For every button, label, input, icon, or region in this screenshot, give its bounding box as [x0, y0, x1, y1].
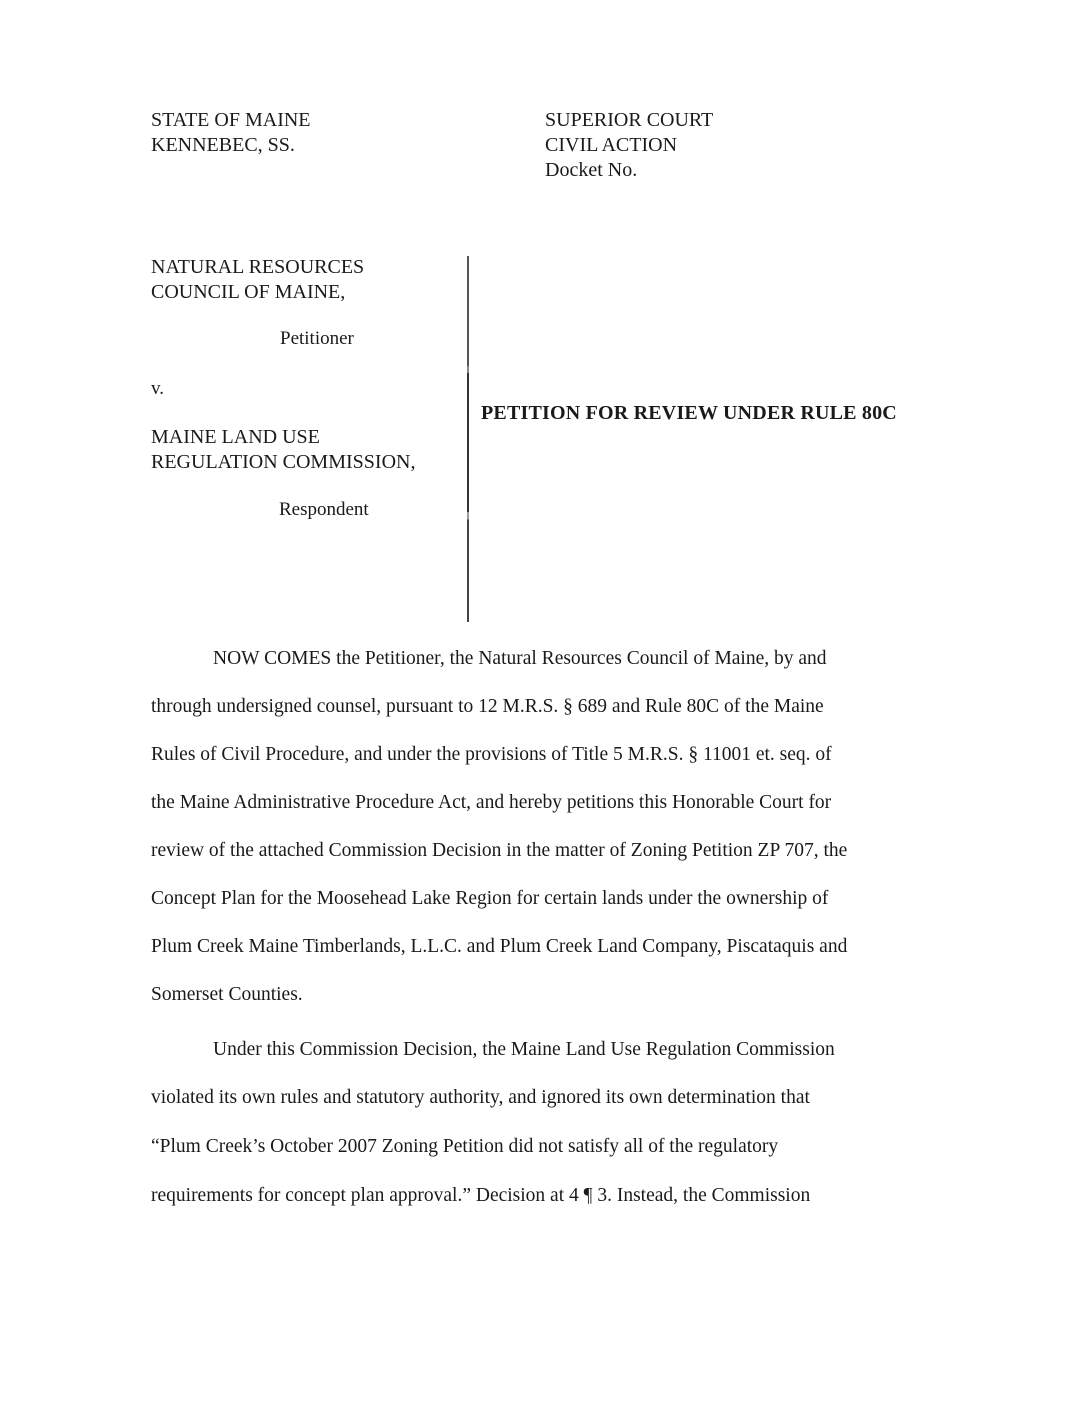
- paragraph-line: Somerset Counties.: [151, 984, 303, 1005]
- petitioner-name-line-1: NATURAL RESOURCES: [151, 256, 365, 278]
- versus-label: v.: [151, 378, 165, 399]
- respondent-role: Respondent: [279, 499, 369, 520]
- paragraph-line: Rules of Civil Procedure, and under the provisions of Title 5 M.R.S. § 11001 et. seq. of: [151, 744, 832, 765]
- action-line: CIVIL ACTION: [545, 134, 678, 156]
- respondent-name-line-1: MAINE LAND USE: [151, 426, 320, 448]
- paragraph-line: Concept Plan for the Moosehead Lake Region for certain lands under the ownership of: [151, 888, 829, 909]
- document-title: PETITION FOR REVIEW UNDER RULE 80C: [481, 402, 897, 424]
- court-state-label: [151, 108, 311, 158]
- state-line: STATE OF MAINE: [151, 109, 311, 131]
- paragraph-line: Plum Creek Maine Timberlands, L.L.C. and Plum Creek Land Company, Piscataquis and: [151, 936, 848, 957]
- court-line: SUPERIOR COURT: [545, 109, 714, 131]
- paragraph-line: “Plum Creek’s October 2007 Zoning Petition did not satisfy all of the regulatory: [151, 1136, 779, 1157]
- petitioner-role: Petitioner: [280, 328, 354, 349]
- petitioner-name-line-2: COUNCIL OF MAINE,: [151, 281, 346, 303]
- caption-divider: [467, 256, 469, 622]
- paragraph-line: review of the attached Commission Decision in the matter of Zoning Petition ZP 707, the: [151, 840, 848, 861]
- paragraph-line: requirements for concept plan approval.” Decision at 4 ¶ 3. Instead, the Commission: [151, 1185, 811, 1206]
- respondent-name-line-2: REGULATION COMMISSION,: [151, 451, 416, 473]
- paragraph-line: violated its own rules and statutory authority, and ignored its own determination that: [151, 1087, 810, 1108]
- paragraph-line: the Maine Administrative Procedure Act, and hereby petitions this Honorable Court for: [151, 792, 832, 813]
- respondent-name: [151, 425, 415, 475]
- petitioner-name: [151, 255, 364, 305]
- county-line: KENNEBEC, SS.: [151, 134, 295, 156]
- paragraph-line: NOW COMES the Petitioner, the Natural Resources Council of Maine, by and: [213, 648, 827, 669]
- paragraph-line: Under this Commission Decision, the Maine Land Use Regulation Commission: [213, 1039, 835, 1060]
- paragraph-line: through undersigned counsel, pursuant to 12 M.R.S. § 689 and Rule 80C of the Maine: [151, 696, 824, 717]
- docket-line: Docket No.: [545, 159, 638, 181]
- court-type-label: [545, 108, 713, 183]
